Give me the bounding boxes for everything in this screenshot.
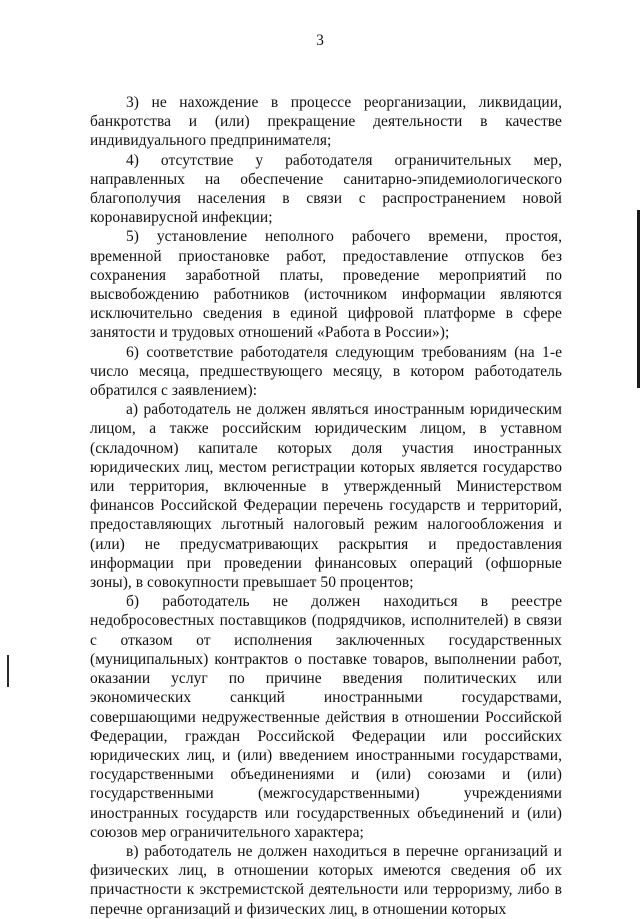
page-number: 3	[316, 32, 324, 49]
paragraph-item-5: 5) установление неполного рабочего времени, простоя, временной приостановке работ, предоставление отпусков без сохранения заработной платы, проведение мероприятий по высвобождению работников (источником информации являются исключительно сведения в единой цифровой платформе в сфере занятости и трудовых отношений «Работа в России»);	[90, 228, 562, 342]
paragraph-item-4: 4) отсутствие у работодателя ограничительных мер, направленных на обеспечение санитарно-эпидемиологического благополучия населения в связи с распространением новой коронавирусной инфекции;	[90, 151, 562, 227]
scan-edge-mark-left	[7, 655, 9, 687]
paragraph-item-6: 6) соответствие работодателя следующим требованиям (на 1-е число месяца, предшествующего месяцу, в котором работодатель обратился с заявлением):	[90, 343, 562, 400]
document-body	[90, 93, 562, 919]
paragraph-item-3: 3) не нахождение в процессе реорганизации, ликвидации, банкротства и (или) прекращение деятельности в качестве индивидуального предпринимателя;	[90, 94, 562, 150]
subparagraph-v: в) работодатель не должен находиться в перечне организаций и физических лиц, в отношении которых имеются сведения об их причастности к экстремистской деятельности или терроризму, либо в перечне организаций и физических лиц, в отношении которых	[90, 842, 562, 918]
subparagraph-a: а) работодатель не должен являться иностранным юридическим лицом, а также российским юридическим лицом, в уставном (складочном) капитале которых доля участия иностранных юридических лиц, местом регистрации которых является государство или территория, включенные в утвержденный Министерством финансов Российской Федерации перечень государств и территорий, предоставляющих льготный налоговый режим налогообложения и (или) не предусматривающих раскрытия и предоставления информации при проведении финансовых операций (офшорные зоны), в совокупности превышает 50 процентов;	[90, 401, 562, 592]
subparagraph-b: б) работодатель не должен находиться в реестре недобросовестных поставщиков (подрядчиков, исполнителей) в связи с отказом от исполнения заключенных государственных (муниципальных) контрактов о поставке товаров, выполнении работ, оказании услуг по причине введения политических или экономических санкций иностранными государствами, совершающими недружественные действия в отношении Российской Федерации, граждан Российской Федерации или российских юридических лиц, и (или) введением иностранными государствами, государственными объединениями и (или) союзами и (или) государственными (межгосударственными) учреждениями иностранных государств или государственных объединений и (или) союзов мер ограничительного характера;	[90, 593, 562, 841]
